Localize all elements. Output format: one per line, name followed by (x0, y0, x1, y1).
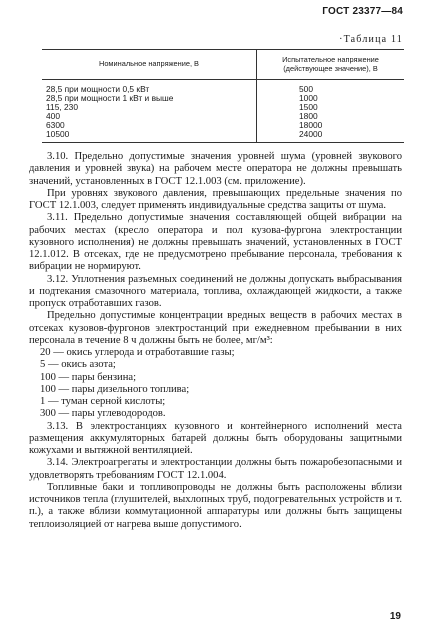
standard-code-header: ГОСТ 23377—84 (322, 6, 403, 17)
paragraph-3-10: 3.10. Предельно допустимые значения уровней шума (уровней звукового давления и уровней звука) на рабочем месте оператора не должны превышать значений, установленных в ГОСТ 12.1.003 (см. приложение). (29, 151, 402, 187)
cell-test: 1000 (299, 93, 318, 103)
voltage-table-container (42, 49, 404, 143)
paragraph-fuel-tanks: Топливные баки и топливопроводы не должны быть расположены вблизи источников тепла (глушителей, выхлопных труб, подогревательных устройств и т. п.), а также вблизи коммутационной аппаратуры или должны быть защищены теплоизоляцией от нагрева выше допустимого. (29, 481, 402, 530)
cell-test: 1500 (299, 102, 318, 112)
table-row (42, 121, 404, 130)
cell-test: 500 (299, 84, 313, 94)
cell-test: 1800 (299, 111, 318, 121)
column-header-nominal: Номинальное напряжение, В (42, 50, 257, 80)
list-item: 20 — окись углерода и отработавшие газы; (40, 347, 235, 358)
paragraph-3-13: 3.13. В электростанциях кузовного и контейнерного исполнений места размещения аккумуляторных батарей должны быть оборудованы защитными кожухами и вытяжной вентиляцией. (29, 420, 402, 456)
table-row (42, 103, 404, 112)
table-row (42, 112, 404, 121)
paragraph-3-14: 3.14. Электроагрегаты и электростанции должны быть пожаробезопасными и удовлетворять требованиям ГОСТ 12.1.004. (29, 457, 402, 481)
cell-nominal: 28,5 при мощности 0,5 кВт (42, 80, 257, 95)
cell-nominal: 6300 (42, 121, 257, 130)
table-caption: ·Таблица 11 (339, 34, 403, 45)
paragraph-3-12: 3.12. Уплотнения разъемных соединений не должны допускать выбрасывания и подтекания смазочного материала, топлива, охлаждающей жидкости, а также пропуск отработавших газов. (29, 273, 402, 309)
cell-nominal: 115, 230 (42, 103, 257, 112)
list-item: 1 — туман серной кислоты; (40, 396, 166, 407)
table-row (42, 94, 404, 103)
table-row (42, 80, 404, 95)
paragraph-noise-protection: При уровнях звукового давления, превышающих предельные значения по ГОСТ 12.1.003, следует применять индивидуальные средства защиты от шума. (29, 187, 402, 211)
page-number: 19 (389, 611, 401, 622)
column-header-test: Испытательное напряжение (действующее значение), В (257, 50, 405, 80)
table-row (42, 130, 404, 142)
list-item: 5 — окись азота; (40, 359, 116, 371)
body-text (29, 151, 402, 531)
paragraph-3-11: 3.11. Предельно допустимые значения составляющей общей вибрации на рабочих местах (кресло оператора и пол кузова-фургона электростанции кузовного исполнения) не должны превышать значений, установленных в ГОСТ 12.1.012. В отсеках, где не предусмотрено пребывание персонала, требования к вибрации не нормируют. (29, 212, 402, 273)
list-item: 100 — пары дизельного топлива; (40, 383, 190, 395)
table-header-row (42, 50, 404, 80)
cell-nominal: 400 (42, 112, 257, 121)
list-item: 100 — пары бензина; (40, 371, 137, 383)
cell-test: 24000 (299, 129, 323, 139)
table-bottom-rule (42, 142, 404, 143)
cell-nominal: 10500 (42, 130, 257, 142)
list-item: 300 — пары углеводородов. (40, 408, 166, 420)
voltage-table (42, 49, 404, 142)
cell-test: 18000 (299, 120, 323, 130)
paragraph-concentrations: Предельно допустимые концентрации вредных веществ в рабочих местах в отсеках кузовов-фургонов электростанций при ежедневном пребывании в них персонала в течение 8 ч должны быть не более, мг/м³: (29, 310, 402, 346)
cell-nominal: 28,5 при мощности 1 кВт и выше (42, 94, 257, 103)
